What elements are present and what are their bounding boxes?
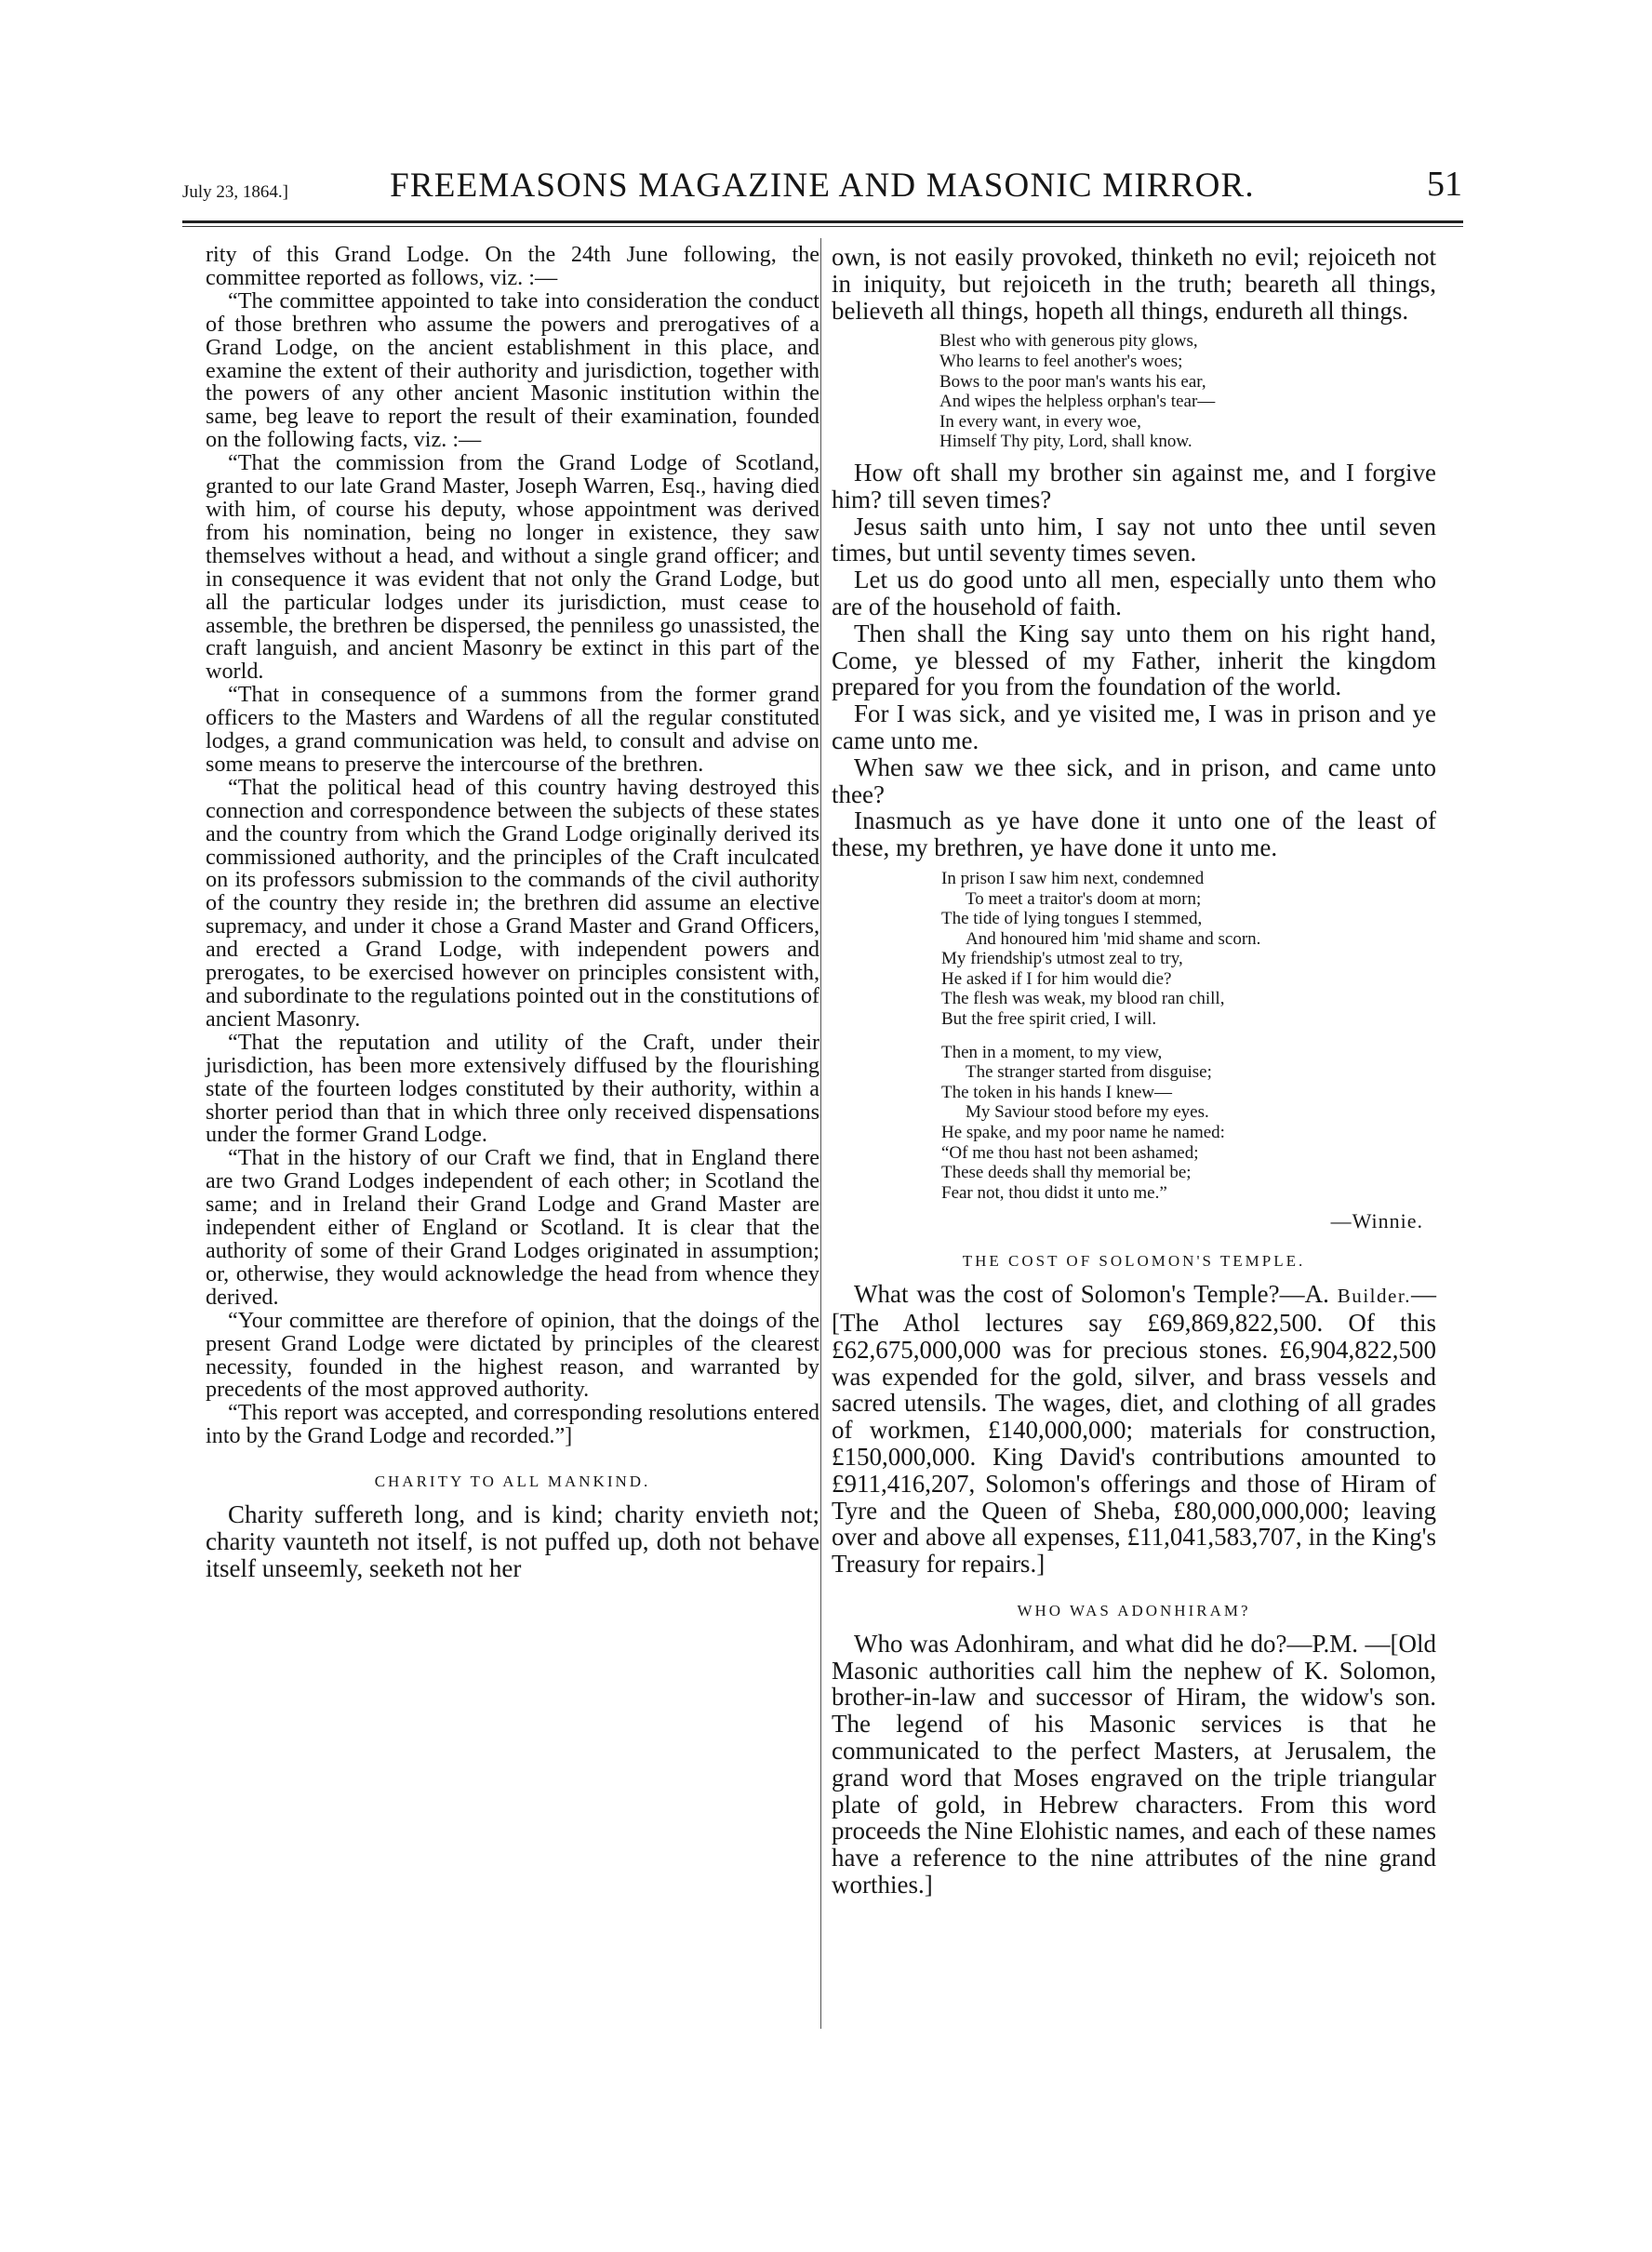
temple-heading: THE COST OF SOLOMON'S TEMPLE.: [962, 1252, 1306, 1271]
poem-line: “Of me thou hast not been ashamed;: [941, 1142, 1199, 1163]
header-rule-thick: [182, 220, 1463, 223]
poem-line: Bows to the poor man's wants his ear,: [939, 371, 1206, 392]
column-divider: [820, 238, 821, 2029]
poem-line: He spake, and my poor name he named:: [941, 1123, 1225, 1143]
charity-continued: own, is not easily provoked, thinketh no evil; rejoiceth not in iniquity, but rejoiceth in the truth; beareth all things, believeth all things, hopeth all things, endureth all things.: [832, 243, 1436, 325]
temple-author: Builder.: [1337, 1285, 1411, 1308]
page-number: 51: [1427, 165, 1462, 204]
charity-paragraph: Charity suffereth long, and is kind; charity envieth not; charity vaunteth not itself, is not puffed up, doth not behave itself unseemly, seeketh not her: [206, 1500, 819, 1582]
poem-in-prison: [832, 869, 1436, 1204]
paragraph: “This report was accepted, and corresponding resolutions entered into by the Grand Lodge and recorded.”]: [206, 1400, 819, 1449]
paragraph: “That the political head of this country having destroyed this connection and correspondence between the subjects of these states and the country from which the Grand Lodge originally derived its commissioned authority, and the principles of the Craft inculcated on its professors submission to the commands of the civil authority of the country they reside in; the brethren did assume an elective supremacy, and under it chose a Grand Master and Grand Officers, and erected a Grand Lodge, with independent powers and prerogates, to be exercised however on principles consistent with, and subordinate to the regulations pointed out in the constitutions of ancient Masonry.: [206, 774, 819, 1032]
poem-generous-pity: [832, 331, 1436, 452]
paragraph: “That in consequence of a summons from the former grand officers to the Masters and Wardens of all the regular constituted lodges, a grand communication was held, to consult and advise on some means to preserve the intercourse of the brethren.: [206, 682, 819, 777]
paragraph: “The committee appointed to take into consideration the conduct of those brethren who assume the powers and prerogatives of a Grand Lodge, on the ancient establishment in this place, and examine the extent of their authority and jurisdiction, together with the powers of any other ancient Masonic institution within the same, beg leave to report the result of their examination, founded on the following facts, viz. :—: [206, 287, 819, 453]
temple-paragraph: [832, 1281, 1436, 1578]
poem-line: To meet a traitor's doom at morn;: [966, 888, 1202, 909]
adonhiram-heading: WHO WAS ADONHIRAM?: [1017, 1601, 1251, 1619]
poem-line: Himself Thy pity, Lord, shall know.: [939, 432, 1192, 452]
poem-line: In prison I saw him next, condemned: [941, 868, 1205, 888]
scripture-verse: For I was sick, and ye visited me, I was in prison and ye came unto me.: [832, 700, 1436, 754]
header-rule-thin: [182, 226, 1463, 227]
magazine-title: FREEMASONS MAGAZINE AND MASONIC MIRROR.: [390, 167, 1255, 205]
charity-heading: CHARITY TO ALL MANKIND.: [374, 1472, 651, 1491]
adonhiram-paragraph: Who was Adonhiram, and what did he do?—P.M. —[Old Masonic authorities call him the nephew of K. Solomon, brother-in-law and successor of Hiram, the widow's son. The legend of his Masonic services is that he communicated to the perfect Masters, at Jerusalem, the grand word that Moses engraved on the triple triangular plate of gold, in Hebrew characters. From this word proceeds the Nine Elohistic names, and each of these names have a reference to the nine attributes of the nine grand worthies.]: [832, 1629, 1436, 1899]
page-header: [182, 160, 1462, 208]
right-column: [832, 244, 1436, 1899]
poem-line: And wipes the helpless orphan's tear—: [939, 392, 1216, 412]
paragraph: rity of this Grand Lodge. On the 24th June following, the committee reported as follows, viz. :—: [206, 242, 819, 290]
issue-date: July 23, 1864.]: [182, 182, 288, 202]
poem-line: Then in a moment, to my view,: [941, 1042, 1163, 1062]
poem-line: He asked if I for him would die?: [941, 968, 1172, 989]
left-column: [206, 244, 819, 1581]
poem-line: My Saviour stood before my eyes.: [966, 1102, 1209, 1123]
poem-line: Blest who with generous pity glows,: [939, 331, 1198, 352]
poem-line: The tide of lying tongues I stemmed,: [941, 909, 1203, 929]
poem-line: These deeds shall thy memorial be;: [941, 1163, 1192, 1183]
scripture-verse: Inasmuch as ye have done it unto one of the least of these, my brethren, ye have done it unto me.: [832, 806, 1436, 862]
poem-line: The stranger started from disguise;: [966, 1062, 1212, 1083]
paragraph: “That the commission from the Grand Lodge of Scotland, granted to our late Grand Master, Joseph Warren, Esq., having died with him, of course his deputy, whose appointment was derived from his nomination, being no longer in existence, they saw themselves without a head, and without a single grand officer; and in consequence it was evident that not only the Grand Lodge, but all the particular lodges under its jurisdiction, must cease to assemble, the brethren be dispersed, the penniless go unassisted, the craft languish, and ancient Masonry be extinct in this part of the world.: [206, 450, 819, 685]
poem-line: And honoured him 'mid shame and scorn.: [966, 928, 1261, 949]
poem-signature: —Winnie.: [1330, 1209, 1423, 1233]
temple-question: What was the cost of Solomon's Temple?—A.: [854, 1280, 1329, 1309]
scripture-verse: When saw we thee sick, and in prison, and came unto thee?: [832, 753, 1436, 808]
paragraph: “That the reputation and utility of the Craft, under their jurisdiction, has been more extensively diffused by the flourishing state of the fourteen lodges constituted by their authority, within a shorter period than that in which three only received dispensations under the former Grand Lodge.: [206, 1029, 819, 1148]
paragraph: “That in the history of our Craft we find, that in England there are two Grand Lodges independent of each other; in Scotland the same; and in Ireland their Grand Lodge and Grand Master are independent either of England or Scotland. It is clear that the authority of some of their Grand Lodges originated in assumption; or, otherwise, they would acknowledge the head from whence they derived.: [206, 1145, 819, 1310]
scripture-verse: Then shall the King say unto them on his right hand, Come, ye blessed of my Father, inherit the kingdom prepared for you from the foundation of the world.: [832, 619, 1436, 701]
paragraph: “Your committee are therefore of opinion, that the doings of the present Grand Lodge were dictated by principles of the clearest necessity, founded in the highest reason, and warranted by precedents of the most approved authority.: [206, 1307, 819, 1403]
scripture-verse: How oft shall my brother sin against me, and I forgive him? till seven times?: [832, 458, 1436, 513]
poem-line: But the free spirit cried, I will.: [941, 1009, 1157, 1030]
poem-line: Who learns to feel another's woes;: [939, 351, 1183, 371]
scripture-verse: Let us do good unto all men, especially unto them who are of the household of faith.: [832, 566, 1436, 620]
poem-line: My friendship's utmost zeal to try,: [941, 949, 1183, 969]
poem-line: The token in his hands I knew—: [941, 1082, 1173, 1102]
temple-answer: —[The Athol lectures say £69,869,822,500. Of this £62,675,000,000 was for precious stones. £6,904,822,500 was expended for the gold, silver, and brass vessels and sacred utensils. The wages, diet, and clothing of all grades of workmen, £140,000,000; materials for construction, £150,000,000. King David's contributions amounted to £911,416,207, Solomon's offerings and those of Hiram of Tyre and the Queen of Sheba, £80,000,000,000; leaving over and above all expenses, £11,041,583,707, in the King's Treasury for repairs.]: [832, 1280, 1436, 1579]
poem-line: Fear not, thou didst it unto me.”: [941, 1182, 1167, 1203]
scripture-verse: Jesus saith unto him, I say not unto thee until seven times, but until seventy times seven.: [832, 512, 1436, 567]
poem-stanza: [941, 1043, 1436, 1204]
poem-line: The flesh was weak, my blood ran chill,: [941, 989, 1225, 1009]
poem-line: In every want, in every woe,: [939, 411, 1141, 432]
